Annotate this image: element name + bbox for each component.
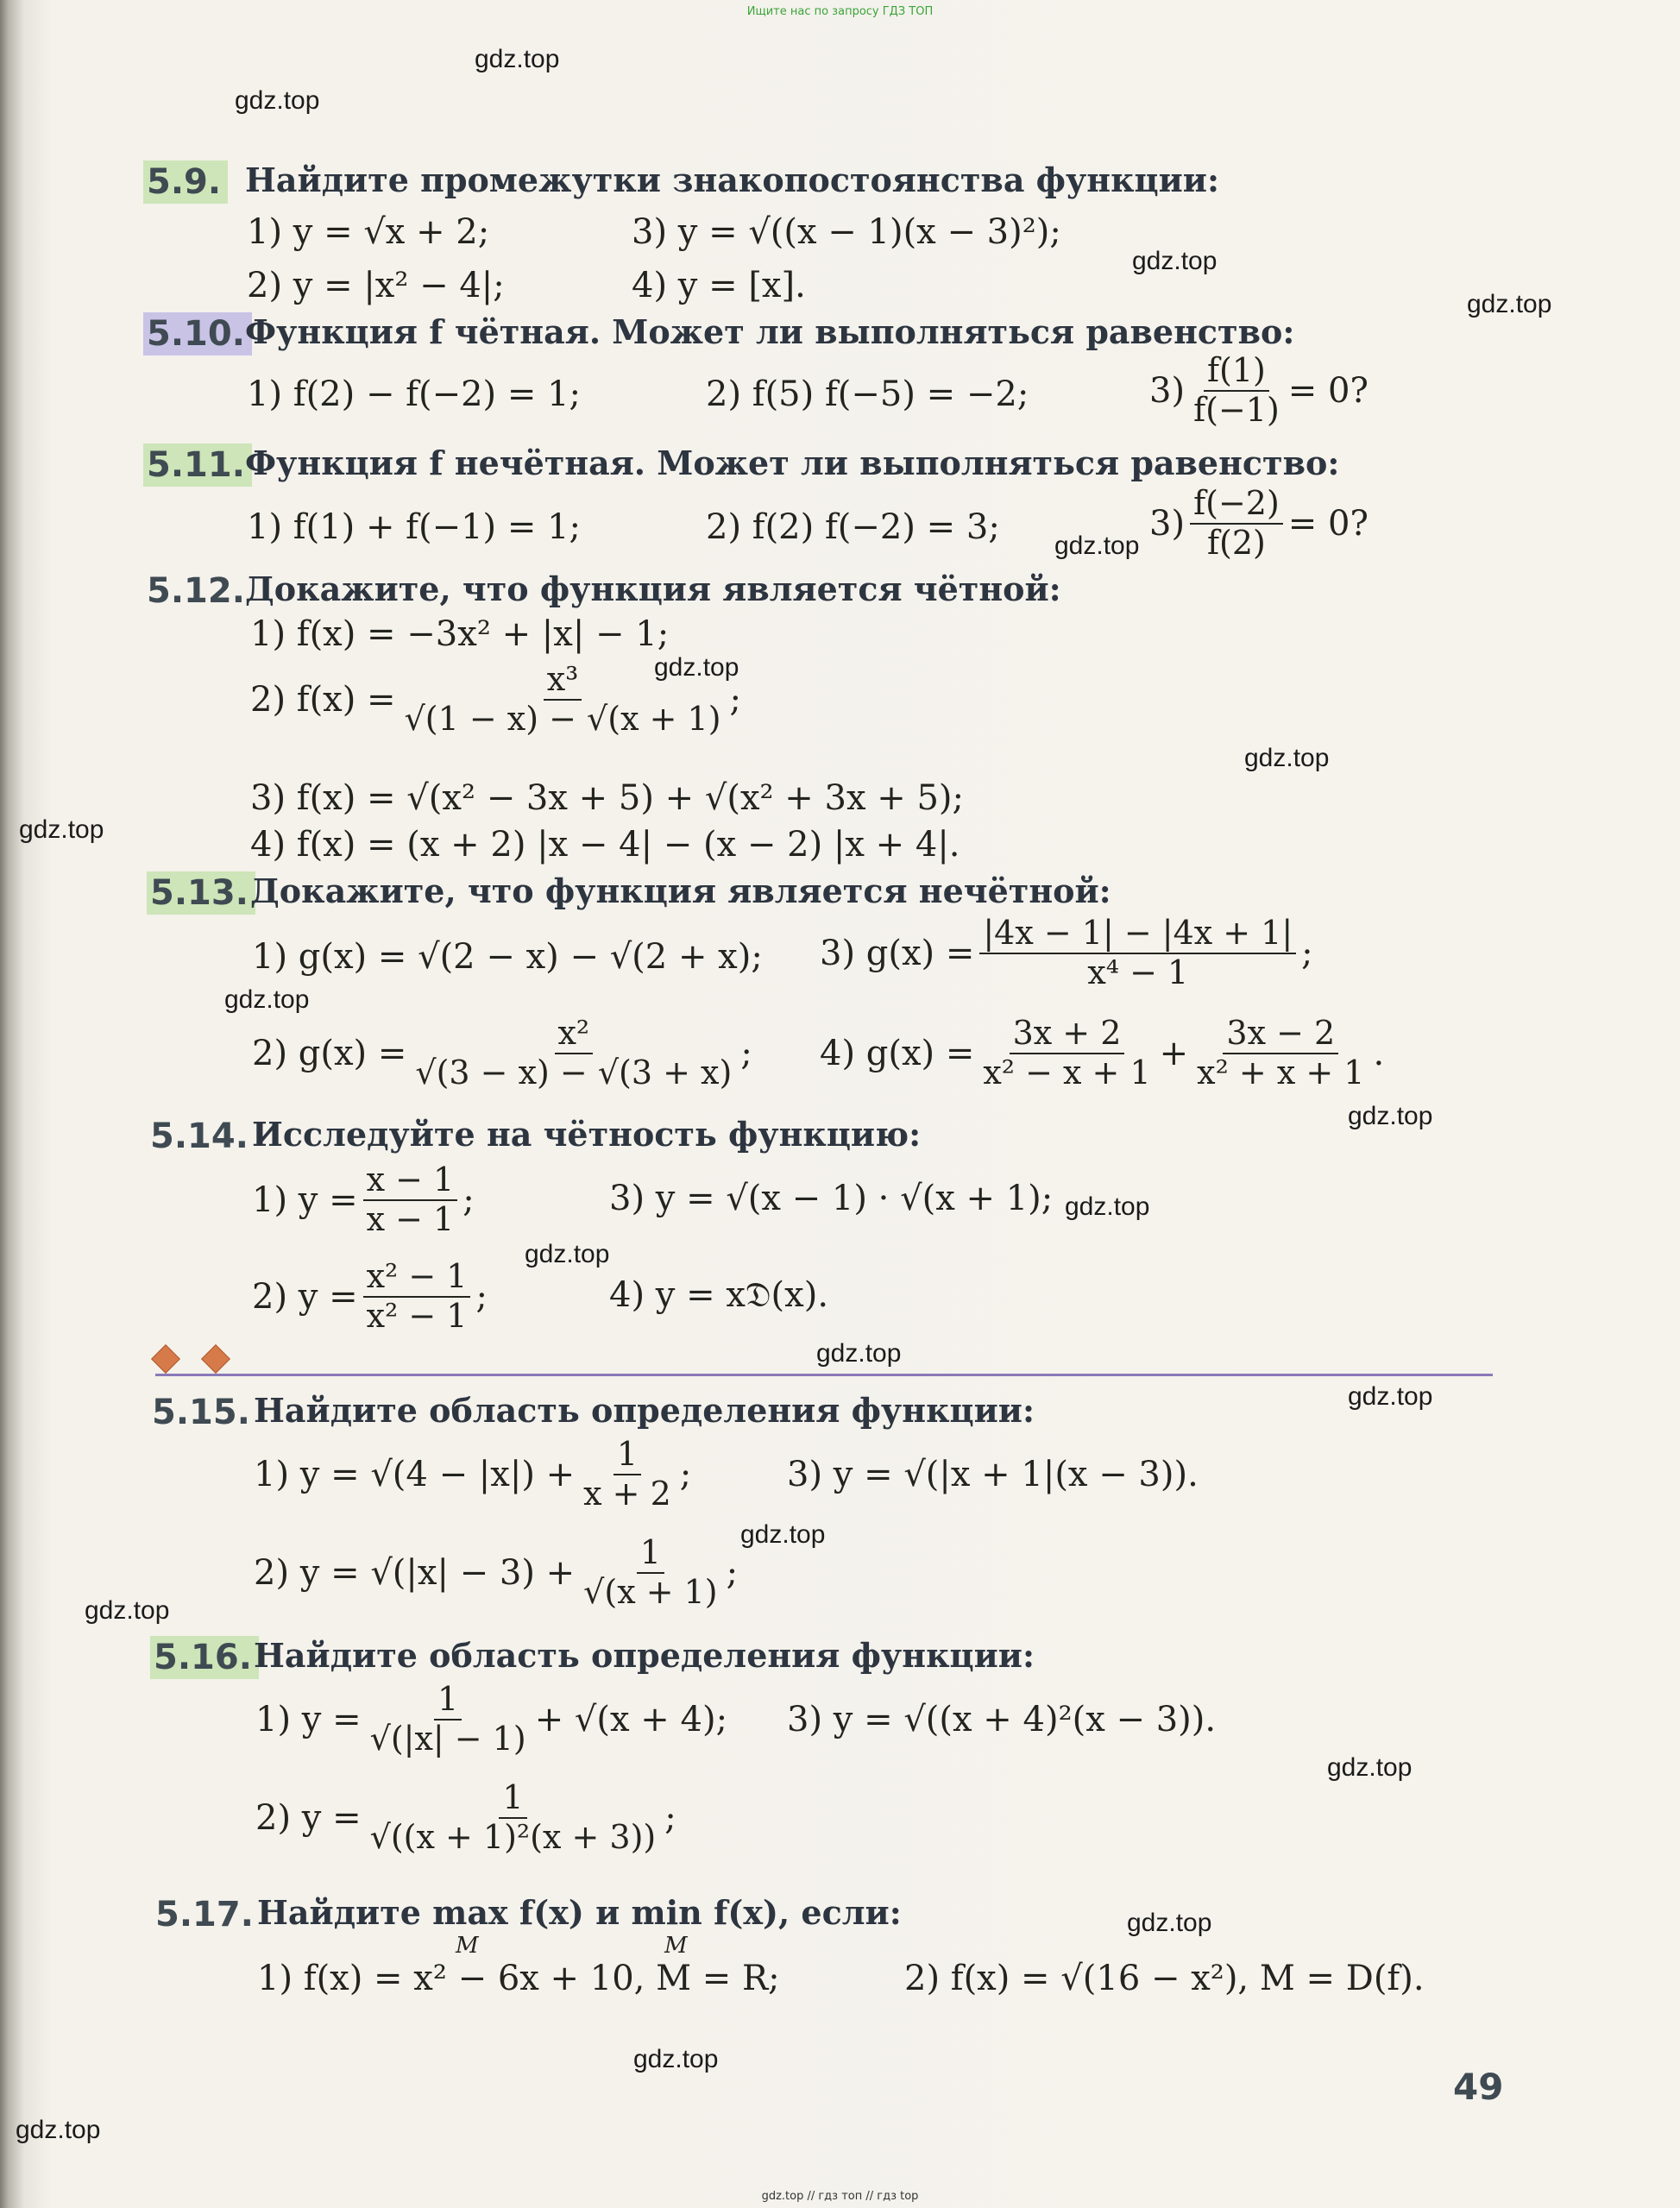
problem-item [255,1681,727,1758]
problem-item: 2) f(x) = √(16 − x²), M = D(f). [904,1959,1425,1998]
item-label: 1) y = [255,1699,362,1739]
watermark: gdz.top [1348,1102,1433,1130]
problem-statement: Функция f нечётная. Может ли выполняться равенство: [245,443,1340,482]
problem-number: 5.15. [152,1393,250,1432]
problem-item [250,661,741,738]
watermark: gdz.top [1127,1909,1212,1937]
problem-statement: Найдите область определения функции: [254,1636,1035,1675]
numerator: 3x + 2 [1010,1015,1125,1054]
item-tail: ; [729,679,741,720]
denominator: x² − x + 1 [983,1053,1151,1091]
problem-number: 5.13. [147,871,255,915]
problem-item: 3) y = √(x − 1) · √(x + 1); [609,1179,1054,1218]
denominator: f(2) [1206,523,1266,562]
item-tail: ; [462,1179,475,1220]
watermark: gdz.top [235,86,320,115]
denominator: f(−1) [1193,390,1280,429]
item-tail: ; [679,1454,692,1494]
watermark: gdz.top [633,2045,719,2073]
problem-number: 5.12. [147,571,245,611]
fraction [367,1779,660,1856]
problem-number: 5.17. [155,1895,254,1934]
watermark: gdz.top [1065,1192,1150,1221]
item-label: 3) [1149,370,1186,411]
problem-item [820,915,1313,991]
problem-item [254,1436,691,1513]
watermark: gdz.top [16,2116,101,2144]
watermark: gdz.top [1132,247,1218,275]
denominator: x − 1 [366,1199,455,1238]
problem-item [820,1015,1384,1091]
subscript: M [664,1933,688,1959]
item-tail: ; [475,1276,488,1317]
page-number: 49 [1453,2066,1504,2108]
problem-item [252,1161,475,1238]
item-label: 4) g(x) = [820,1033,975,1073]
numerator: x − 1 [363,1161,458,1201]
problem-item: 2) f(5) f(−5) = −2; [706,374,1029,414]
item-label: 2) y = [255,1797,362,1838]
numerator: f(−2) [1190,485,1283,525]
plus-sign: + [1159,1033,1189,1073]
denominator: √(|x| − 1) [369,1719,526,1758]
problem-item: 1) f(x) = x² − 6x + 10, M = R; [257,1959,780,1998]
problem-item: 4) y = [x]. [632,266,806,305]
problem-number: 5.14. [150,1117,249,1156]
watermark: gdz.top [1054,532,1140,560]
denominator: √((x + 1)²(x + 3)) [369,1817,657,1856]
watermark: gdz.top [525,1240,610,1268]
item-tail: + √(x + 4); [534,1699,728,1739]
numerator: 1 [613,1436,641,1475]
watermark: gdz.top [740,1520,826,1549]
denominator: x² − 1 [366,1296,468,1335]
problem-item: 1) f(1) + f(−1) = 1; [247,507,582,547]
fraction [412,1015,735,1091]
fraction [367,1681,530,1758]
bottom-banner[interactable]: gdz.top // гдз топ // гдз top [761,2190,919,2203]
numerator: 1 [499,1779,526,1819]
item-tail: = 0? [1287,370,1369,411]
numerator: 1 [434,1681,462,1720]
problem-item: 4) y = x𝔇(x). [609,1275,829,1315]
watermark: gdz.top [1348,1382,1433,1411]
item-tail: ; [1301,933,1313,973]
fraction [1193,1015,1368,1091]
problem-item: 1) f(x) = −3x² + |x| − 1; [250,614,670,654]
fraction [979,1015,1154,1091]
fraction [1190,485,1283,562]
item-label: 2) g(x) = [252,1033,407,1073]
denominator: x⁴ − 1 [1087,953,1189,991]
problem-item: 4) f(x) = (x + 2) |x − 4| − (x − 2) |x + 4|. [250,825,960,865]
numerator: |4x − 1| − |4x + 1| [979,915,1296,954]
section-divider [155,1374,1493,1376]
diamond-icon [201,1344,230,1374]
fraction [363,1258,471,1335]
problem-item [1149,485,1369,562]
fraction [580,1534,720,1611]
numerator: f(1) [1204,352,1269,392]
problem-item: 3) y = √(|x + 1|(x − 3)). [787,1455,1199,1494]
watermark: gdz.top [816,1339,902,1368]
problem-item [254,1534,738,1611]
item-tail: ; [726,1552,739,1593]
numerator: 1 [637,1534,664,1574]
denominator: √(3 − x) − √(3 + x) [415,1053,733,1091]
top-banner[interactable]: Ищите нас по запросу ГДЗ ТОП [746,5,934,18]
item-label: 2) y = √(|x| − 3) + [254,1552,576,1593]
problem-number: 5.11. [143,443,252,487]
problem-statement: Найдите область определения функции: [254,1391,1035,1430]
fraction [1190,352,1283,429]
diamond-icon [151,1344,180,1374]
watermark: gdz.top [85,1596,170,1625]
problem-statement: Функция f чётная. Может ли выполняться равенство: [245,312,1295,351]
fraction [363,1161,458,1238]
item-tail: ; [740,1033,752,1073]
problem-item [252,1258,488,1335]
problem-item: 2) f(2) f(−2) = 3; [706,507,1000,547]
problem-item: 3) f(x) = √(x² − 3x + 5) + √(x² + 3x + 5); [250,778,964,818]
problem-number: 5.10. [143,312,252,355]
problem-item: 1) y = √x + 2; [247,212,490,252]
denominator: x² + x + 1 [1197,1053,1365,1091]
denominator: √(x + 1) [583,1572,718,1611]
problem-item [252,1015,752,1091]
watermark: gdz.top [1327,1753,1413,1782]
item-tail: . [1373,1033,1385,1073]
item-label: 3) g(x) = [820,933,975,973]
watermark: gdz.top [1467,290,1552,318]
problem-number: 5.9. [143,160,228,204]
problem-item: 1) g(x) = √(2 − x) − √(2 + x); [252,937,763,977]
item-label: 2) y = [252,1276,358,1317]
numerator: 3x − 2 [1223,1015,1338,1054]
watermark: gdz.top [1244,744,1330,772]
subscript: M [456,1933,479,1959]
problem-item: 1) f(2) − f(−2) = 1; [247,374,582,414]
problem-statement: Найдите max f(x) и min f(x), если: [257,1893,902,1932]
problem-statement: Исследуйте на чётность функцию: [252,1115,922,1154]
denominator: √(1 − x) − √(x + 1) [404,699,721,738]
problem-number: 5.16. [150,1636,259,1679]
problem-item: 3) y = √((x + 4)²(x − 3)). [787,1700,1217,1739]
problem-item: 3) y = √((x − 1)(x − 3)²); [632,212,1061,252]
problem-item [255,1779,676,1856]
watermark: gdz.top [654,653,739,682]
problem-item: 2) y = |x² − 4|; [247,266,505,305]
item-label: 3) [1149,503,1186,544]
item-tail: ; [664,1797,676,1838]
problem-statement: Докажите, что функция является нечётной: [250,871,1111,910]
numerator: x² [555,1015,594,1054]
fraction [401,661,725,738]
numerator: x³ [544,661,582,701]
watermark: gdz.top [224,985,310,1014]
item-label: 1) y = √(4 − |x|) + [254,1454,576,1494]
denominator: x + 2 [583,1474,671,1513]
fraction [979,915,1296,991]
problem-statement: Найдите промежутки знакопостоянства функции: [245,160,1219,199]
item-tail: = 0? [1287,503,1369,544]
numerator: x² − 1 [363,1258,471,1298]
fraction [580,1436,675,1513]
item-label: 2) f(x) = [250,679,396,720]
problem-statement: Докажите, что функция является чётной: [245,569,1061,608]
item-label: 1) y = [252,1179,358,1220]
problem-item [1149,352,1369,429]
watermark: gdz.top [19,815,104,844]
watermark: gdz.top [475,45,560,73]
